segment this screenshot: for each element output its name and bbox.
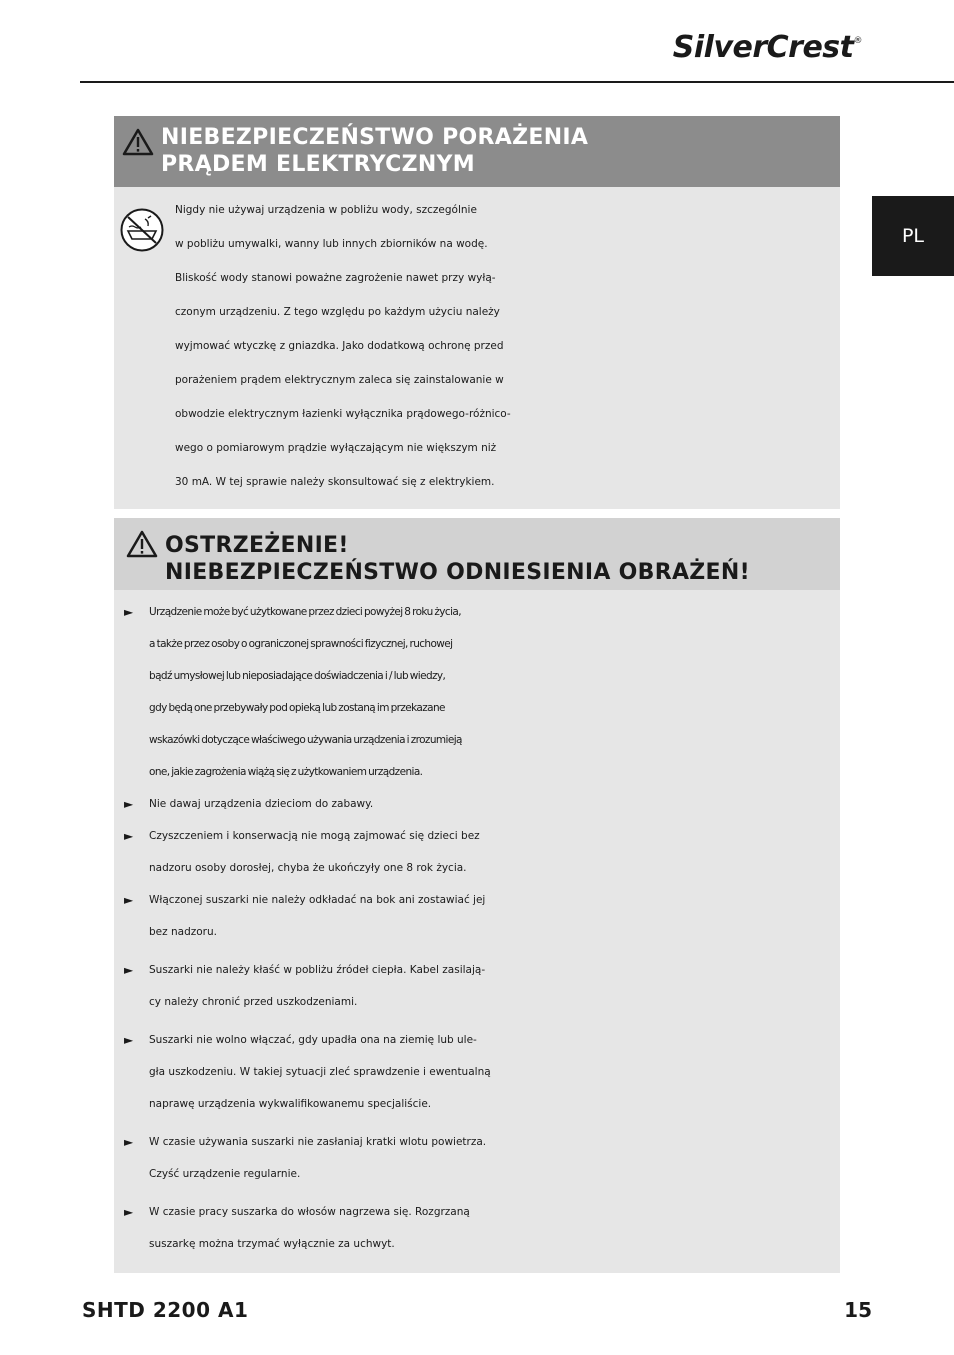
bullet-arrow-icon: ► <box>124 1135 134 1149</box>
list-item: ► W czasie pracy suszarka do włosów nagrzewa się. Rozgrzaną suszarkę można trzymać wyłącznie za uchwyt. <box>114 1196 840 1260</box>
list-item: ► Urządzenie może być użytkowane przez dzieci powyżej 8 roku życia, a także przez osoby o ograniczonej sprawności fizycznej, ruchowej bądź umysłowej lub nieposiadające doświadczenia i / lub wiedzy, gdy będą one przebywały pod opieką lub zostaną im przekazane wskazówki dotyczące właściwego używania urządzenia i zrozumieją one, jakie zagrożenia wiążą się z użytkowaniem urządzenia. <box>114 596 840 788</box>
brand-logo: SilverCrest® <box>672 30 862 65</box>
bullet-arrow-icon: ► <box>124 1033 134 1047</box>
footer-model-number: SHTD 2200 A1 <box>82 1298 249 1322</box>
page-number: 15 <box>844 1298 872 1322</box>
injury-warning-header <box>114 518 840 590</box>
list-item: ► W czasie używania suszarki nie zasłaniaj kratki wlotu powietrza. Czyść urządzenie regularnie. <box>114 1126 840 1190</box>
language-tab: PL <box>872 196 954 276</box>
warning-triangle-icon <box>122 128 154 156</box>
electric-shock-warning-box <box>114 116 840 509</box>
electric-shock-warning-header <box>114 116 840 187</box>
bullet-arrow-icon: ► <box>124 829 134 843</box>
list-item: ► Czyszczeniem i konserwacją nie mogą zajmować się dzieci bez nadzoru osoby dorosłej, chyba że ukończyły one 8 rok życia. <box>114 820 840 884</box>
injury-warning-box <box>114 518 840 1273</box>
no-bathtub-icon <box>119 207 165 253</box>
injury-warning-list <box>114 596 840 1260</box>
injury-warning-title: OSTRZEŻENIE! NIEBEZPIECZEŃSTWO ODNIESIENIA OBRAŻEŃ! <box>165 533 750 585</box>
list-item: ► Suszarki nie należy kłaść w pobliżu źródeł ciepła. Kabel zasilają- cy należy chronić przed uszkodzeniami. <box>114 954 840 1018</box>
bullet-arrow-icon: ► <box>124 605 134 619</box>
bullet-arrow-icon: ► <box>124 797 134 811</box>
warning-triangle-icon <box>126 530 158 558</box>
bullet-arrow-icon: ► <box>124 963 134 977</box>
list-item: ► Nie dawaj urządzenia dzieciom do zabawy. <box>114 788 840 820</box>
list-item: ► Suszarki nie wolno włączać, gdy upadła ona na ziemię lub ule- gła uszkodzeniu. W takiej sytuacji zleć sprawdzenie i ewentualną naprawę urządzenia wykwalifikowanemu specjaliście. <box>114 1024 840 1120</box>
header-rule <box>80 81 954 83</box>
bullet-arrow-icon: ► <box>124 1205 134 1219</box>
electric-shock-warning-title: NIEBEZPIECZEŃSTWO PORAŻENIA PRĄDEM ELEKTRYCZNYM <box>161 125 589 177</box>
electric-shock-warning-text: Nigdy nie używaj urządzenia w pobliżu wody, szczególnie w pobliżu umywalki, wanny lub innych zbiorników na wodę. Bliskość wody stanowi poważne zagrożenie nawet przy wyłą- czonym urządzeniu. Z tego względu po każdym użyciu należy wyjmować wtyczkę z gniazdka. Jako dodatkową ochronę przed porażeniem prądem elektrycznym zaleca się zainstalowanie w obwodzie elektrycznym łazienki wyłącznika prądowego-różnico- wego o pomiarowym prądzie wyłączającym nie większym niż 30 mA. W tej sprawie należy skonsultować się z elektrykiem. <box>175 204 511 488</box>
bullet-arrow-icon: ► <box>124 893 134 907</box>
list-item: ► Włączonej suszarki nie należy odkładać na bok ani zostawiać jej bez nadzoru. <box>114 884 840 948</box>
